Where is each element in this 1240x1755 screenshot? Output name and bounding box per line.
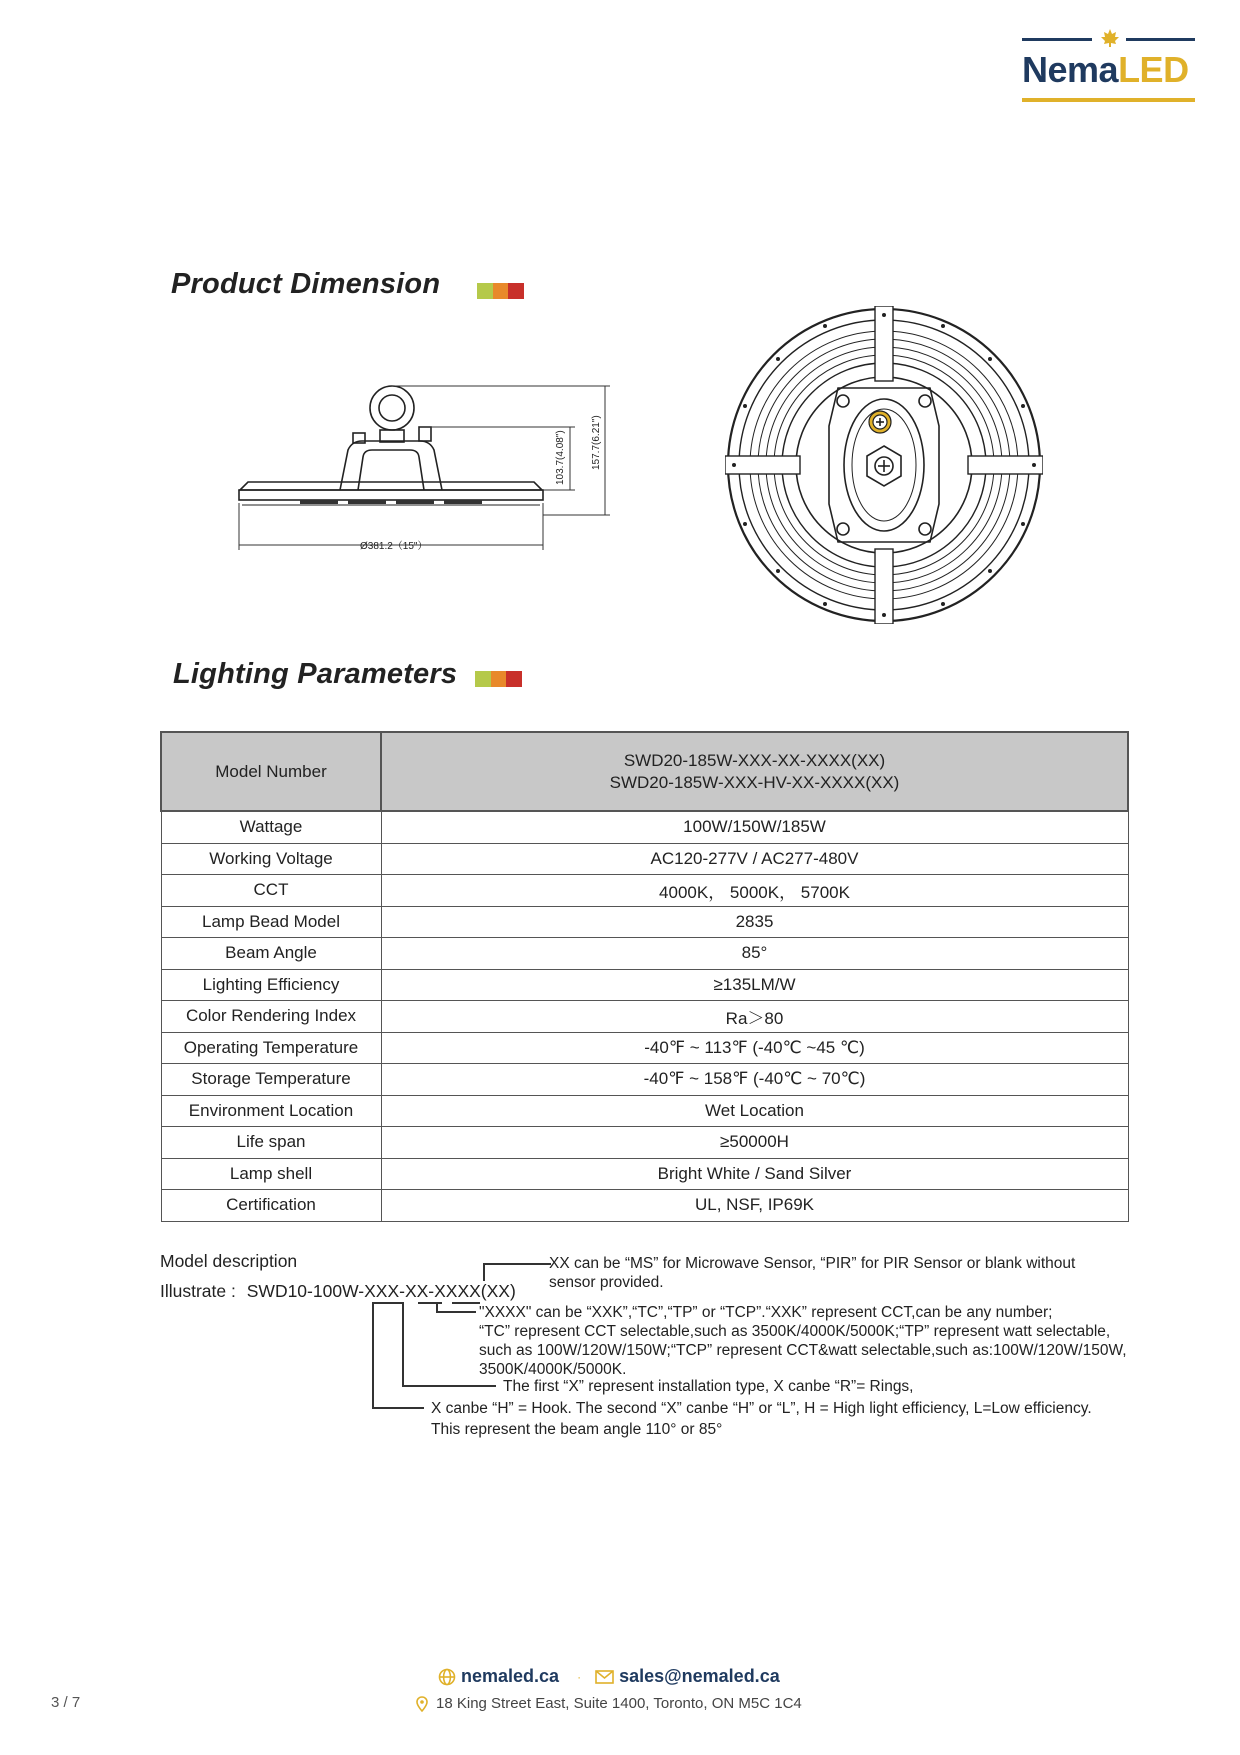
lighting-parameters-title: Lighting Parameters: [173, 658, 458, 690]
row-label: Working Voltage: [161, 843, 381, 875]
wire: [418, 1302, 442, 1304]
row-label: Life span: [161, 1127, 381, 1159]
illustrate-line: [160, 1282, 516, 1301]
location-pin-icon: [416, 1696, 428, 1712]
wire: [436, 1311, 476, 1313]
wire: [452, 1302, 480, 1304]
wire: [372, 1302, 374, 1408]
swatch-orange: [493, 283, 509, 299]
row-value: Wet Location: [381, 1095, 1128, 1127]
wire: [402, 1385, 496, 1387]
footer-contacts: [438, 1666, 780, 1687]
row-label: Lamp shell: [161, 1158, 381, 1190]
wire: [483, 1263, 551, 1265]
swatch-green: [475, 671, 491, 687]
note-hook: X canbe “H” = Hook. The second “X” canbe “H” or “L”, H = High light efficiency, L=Low efficiency.: [431, 1400, 1092, 1417]
footer-address: 18 King Street East, Suite 1400, Toronto, ON M5C 1C4: [436, 1695, 802, 1712]
row-label: Operating Temperature: [161, 1032, 381, 1064]
note-xxxx-line-2: “TC” represent CCT selectable,such as 3500K/4000K/5000K;“TP” represent watt selectable,: [479, 1323, 1111, 1340]
row-label: CCT: [161, 875, 381, 907]
note-xx-line-1: XX can be “MS” for Microwave Sensor, “PIR” for PIR Sensor or blank without: [549, 1255, 1076, 1272]
row-value: ≥50000H: [381, 1127, 1128, 1159]
row-label: Wattage: [161, 811, 381, 843]
row-label: Lamp Bead Model: [161, 906, 381, 938]
row-value: Bright White / Sand Silver: [381, 1158, 1128, 1190]
row-value: 4000K， 5000K， 5700K: [381, 875, 1128, 907]
height-label-2: 157.7(6.21"): [591, 415, 602, 470]
model-number-label: Model Number: [161, 732, 381, 811]
row-value: 85°: [381, 938, 1128, 970]
row-value: 2835: [381, 906, 1128, 938]
logo-line-left: [1022, 38, 1092, 41]
logo-line-right: [1126, 38, 1195, 41]
table-row: [161, 1064, 1128, 1096]
table-row: [161, 969, 1128, 1001]
product-dimension-title: Product Dimension: [171, 268, 441, 300]
illustrate-code: SWD10-100W-XXX-XX-XXXX(XX): [246, 1281, 516, 1301]
side-view-drawing: [230, 375, 630, 560]
model-number-line: SWD20-185W-XXX-XX-XXXX(XX): [623, 750, 886, 770]
row-value: 100W/150W/185W: [381, 811, 1128, 843]
mail-icon: [595, 1670, 614, 1684]
lighting-parameters-table: [160, 731, 1129, 1222]
footer-separator: ·: [577, 1669, 582, 1684]
wire: [372, 1407, 424, 1409]
model-number-line: SWD20-185W-XXX-HV-XX-XXXX(XX): [609, 772, 900, 792]
table-header-row: [161, 732, 1128, 811]
table-row: [161, 843, 1128, 875]
table-row: [161, 938, 1128, 970]
website-link[interactable]: nemaled.ca: [461, 1666, 560, 1686]
illustrate-label: Illustrate :: [160, 1281, 236, 1301]
height-label-1: 103.7(4.08"): [555, 430, 566, 485]
note-xx-line-2: sensor provided.: [549, 1274, 664, 1291]
note-xxxx-line-3: such as 100W/120W/150W;“TCP” represent CCT&watt selectable,such as:100W/120W/150W,: [479, 1342, 1127, 1359]
model-number-values: [381, 732, 1128, 811]
swatch-red: [506, 671, 522, 687]
table-row: [161, 906, 1128, 938]
logo-wordmark: NemaLED: [1022, 49, 1189, 90]
lighting-color-swatch: [475, 671, 522, 687]
page-number: 3 / 7: [51, 1694, 81, 1711]
email-link[interactable]: sales@nemaled.ca: [619, 1666, 780, 1686]
swatch-red: [508, 283, 524, 299]
table-row: [161, 1190, 1128, 1222]
table-row: [161, 1095, 1128, 1127]
row-value: Ra＞80: [381, 1001, 1128, 1033]
note-first-x: The first “X” represent installation type, X canbe “R”= Rings,: [503, 1378, 914, 1395]
note-beam-angle: This represent the beam angle 110° or 85°: [431, 1421, 723, 1438]
row-label: Environment Location: [161, 1095, 381, 1127]
table-row: [161, 1001, 1128, 1033]
row-label: Lighting Efficiency: [161, 969, 381, 1001]
note-xxxx-line-1: "XXXX" can be “XXK”,“TC”,“TP” or “TCP”.“XXK” represent CCT,can be any number;: [479, 1304, 1053, 1321]
row-label: Storage Temperature: [161, 1064, 381, 1096]
wire: [483, 1263, 485, 1281]
model-description-title: Model description: [160, 1251, 298, 1271]
row-value: -40℉ ~ 113℉ (-40℃ ~45 ℃): [381, 1032, 1128, 1064]
wire: [402, 1302, 404, 1386]
wire: [372, 1302, 402, 1304]
row-label: Certification: [161, 1190, 381, 1222]
row-label: Color Rendering Index: [161, 1001, 381, 1033]
table-row: [161, 1127, 1128, 1159]
footer-address-line: [416, 1695, 802, 1712]
table-row: [161, 875, 1128, 907]
brand-logo: [1022, 28, 1198, 108]
table-row: [161, 811, 1128, 843]
swatch-green: [477, 283, 493, 299]
dimension-color-swatch: [477, 283, 524, 299]
row-value: UL, NSF, IP69K: [381, 1190, 1128, 1222]
logo-underline: [1022, 98, 1195, 102]
row-value: ≥135LM/W: [381, 969, 1128, 1001]
table-row: [161, 1158, 1128, 1190]
row-label: Beam Angle: [161, 938, 381, 970]
globe-icon: [438, 1668, 456, 1686]
diameter-label: Ø381.2（15"）: [360, 541, 428, 552]
maple-leaf-icon: [1100, 28, 1120, 48]
swatch-orange: [491, 671, 507, 687]
top-view-drawing: [725, 306, 1043, 624]
note-xxxx-line-4: 3500K/4000K/5000K.: [479, 1361, 627, 1378]
row-value: -40℉ ~ 158℉ (-40℃ ~ 70℃): [381, 1064, 1128, 1096]
row-value: AC120-277V / AC277-480V: [381, 843, 1128, 875]
table-row: [161, 1032, 1128, 1064]
